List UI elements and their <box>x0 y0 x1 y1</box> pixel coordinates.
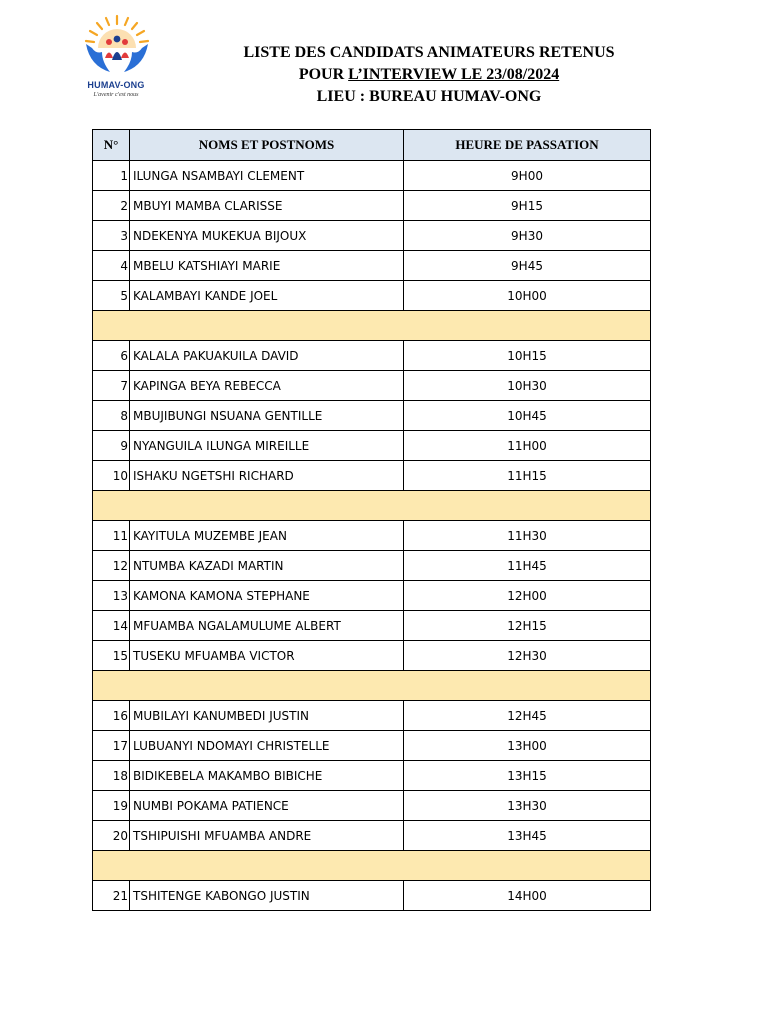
row-time: 13H15 <box>404 761 651 791</box>
row-number: 19 <box>93 791 130 821</box>
row-name: TUSEKU MFUAMBA VICTOR <box>130 641 404 671</box>
row-name: NDEKENYA MUKEKUA BIJOUX <box>130 221 404 251</box>
candidates-table <box>92 129 651 911</box>
row-number: 13 <box>93 581 130 611</box>
separator-cell <box>93 491 651 521</box>
row-time: 12H15 <box>404 611 651 641</box>
row-number: 11 <box>93 521 130 551</box>
row-time: 14H00 <box>404 881 651 911</box>
row-name: MUBILAYI KANUMBEDI JUSTIN <box>130 701 404 731</box>
row-number: 15 <box>93 641 130 671</box>
row-time: 11H30 <box>404 521 651 551</box>
row-name: KALAMBAYI KANDE JOEL <box>130 281 404 311</box>
row-name: MBUJIBUNGI NSUANA GENTILLE <box>130 401 404 431</box>
row-name: LUBUANYI NDOMAYI CHRISTELLE <box>130 731 404 761</box>
row-number: 18 <box>93 761 130 791</box>
table-row <box>93 371 651 401</box>
table-row <box>93 341 651 371</box>
row-time: 9H45 <box>404 251 651 281</box>
table-body <box>93 161 651 911</box>
table-row <box>93 221 651 251</box>
row-number: 8 <box>93 401 130 431</box>
row-time: 13H00 <box>404 731 651 761</box>
header-line-2 <box>170 64 688 86</box>
table-row <box>93 281 651 311</box>
header-names: NOMS ET POSTNOMS <box>130 130 404 161</box>
row-number: 4 <box>93 251 130 281</box>
row-number: 2 <box>93 191 130 221</box>
separator-row <box>93 491 651 521</box>
sun-hands-icon <box>80 14 154 80</box>
row-time: 12H30 <box>404 641 651 671</box>
header-line-3: LIEU : BUREAU HUMAV-ONG <box>316 88 542 105</box>
row-number: 21 <box>93 881 130 911</box>
row-name: BIDIKEBELA MAKAMBO BIBICHE <box>130 761 404 791</box>
row-number: 9 <box>93 431 130 461</box>
row-time: 11H00 <box>404 431 651 461</box>
row-number: 7 <box>93 371 130 401</box>
table-header-row <box>93 130 651 161</box>
separator-cell <box>93 671 651 701</box>
row-name: NYANGUILA ILUNGA MIREILLE <box>130 431 404 461</box>
row-number: 12 <box>93 551 130 581</box>
row-time: 12H00 <box>404 581 651 611</box>
separator-row <box>93 671 651 701</box>
header-time: HEURE DE PASSATION <box>404 130 651 161</box>
row-name: MFUAMBA NGALAMULUME ALBERT <box>130 611 404 641</box>
row-time: 11H15 <box>404 461 651 491</box>
table-row <box>93 191 651 221</box>
row-name: KAPINGA BEYA REBECCA <box>130 371 404 401</box>
logo-slogan: L'avenir c'est nous <box>93 92 139 98</box>
row-number: 6 <box>93 341 130 371</box>
header-line-1: LISTE DES CANDIDATS ANIMATEURS RETENUS <box>243 44 615 61</box>
table-row <box>93 641 651 671</box>
row-name: MBUYI MAMBA CLARISSE <box>130 191 404 221</box>
row-time: 10H15 <box>404 341 651 371</box>
row-number: 5 <box>93 281 130 311</box>
row-time: 10H00 <box>404 281 651 311</box>
row-number: 16 <box>93 701 130 731</box>
table-row <box>93 521 651 551</box>
row-name: TSHITENGE KABONGO JUSTIN <box>130 881 404 911</box>
row-time: 9H15 <box>404 191 651 221</box>
logo-name: HUMAV-ONG <box>87 80 145 90</box>
table-row <box>93 161 651 191</box>
row-time: 10H45 <box>404 401 651 431</box>
row-name: KAMONA KAMONA STEPHANE <box>130 581 404 611</box>
row-time: 9H30 <box>404 221 651 251</box>
row-name: TSHIPUISHI MFUAMBA ANDRE <box>130 821 404 851</box>
row-time: 9H00 <box>404 161 651 191</box>
header-line-2-prefix: POUR <box>298 66 349 83</box>
separator-cell <box>93 311 651 341</box>
row-number: 10 <box>93 461 130 491</box>
table-row <box>93 461 651 491</box>
separator-cell <box>93 851 651 881</box>
table-row <box>93 791 651 821</box>
row-name: MBELU KATSHIAYI MARIE <box>130 251 404 281</box>
row-name: ILUNGA NSAMBAYI CLEMENT <box>130 161 404 191</box>
row-number: 14 <box>93 611 130 641</box>
row-number: 17 <box>93 731 130 761</box>
header-number: N° <box>93 130 130 161</box>
separator-row <box>93 311 651 341</box>
row-time: 12H45 <box>404 701 651 731</box>
separator-row <box>93 851 651 881</box>
header-line-2-date: L’INTERVIEW LE 23/08/2024 <box>348 66 560 83</box>
row-time: 13H45 <box>404 821 651 851</box>
table-row <box>93 821 651 851</box>
humav-logo <box>80 14 160 104</box>
table-row <box>93 401 651 431</box>
row-time: 11H45 <box>404 551 651 581</box>
row-name: NTUMBA KAZADI MARTIN <box>130 551 404 581</box>
row-number: 3 <box>93 221 130 251</box>
table-row <box>93 611 651 641</box>
row-time: 13H30 <box>404 791 651 821</box>
row-name: ISHAKU NGETSHI RICHARD <box>130 461 404 491</box>
table-row <box>93 701 651 731</box>
row-number: 20 <box>93 821 130 851</box>
table-row <box>93 551 651 581</box>
table-row <box>93 251 651 281</box>
row-name: KALALA PAKUAKUILA DAVID <box>130 341 404 371</box>
row-name: KAYITULA MUZEMBE JEAN <box>130 521 404 551</box>
table-row <box>93 581 651 611</box>
row-time: 10H30 <box>404 371 651 401</box>
table-row <box>93 761 651 791</box>
row-name: NUMBI POKAMA PATIENCE <box>130 791 404 821</box>
table-row <box>93 731 651 761</box>
row-number: 1 <box>93 161 130 191</box>
table-row <box>93 431 651 461</box>
document-header <box>170 42 688 108</box>
table-row <box>93 881 651 911</box>
